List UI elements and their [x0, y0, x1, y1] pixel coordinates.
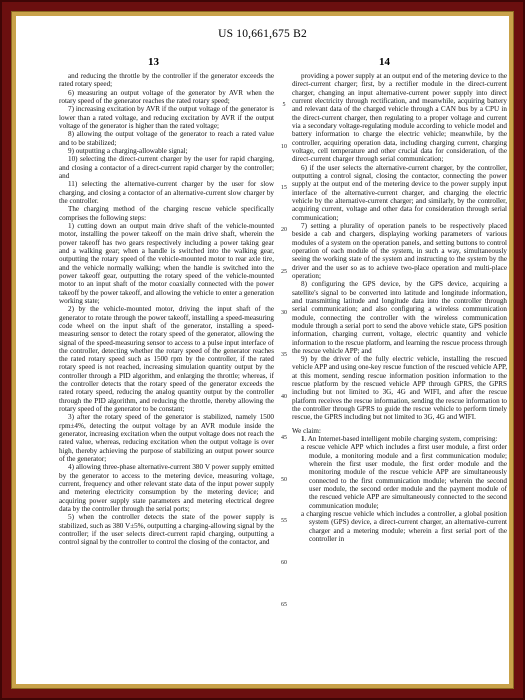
- right-text-column: [292, 72, 507, 684]
- paragraph: 7) setting a plurality of operation panels to be respectively placed beside a cab and chargers, displaying working parameters of various modules of a system on the operation panels, and setting buttons to control operation of each module of the system, in such a way, simultaneously seeing the working state of the system and instructing to the system by the driver and the user so as to achieve two-place operation and multi-place operation;: [292, 221, 507, 280]
- line-number: 60: [281, 560, 287, 567]
- line-number: 65: [281, 601, 287, 608]
- right-paragraphs: [292, 72, 507, 422]
- paragraph: a charging rescue vehicle which includes a controller, a global position system (GPS) device, a direct-current charger, an alternative-current charger and a metering module; wherein a first serial port of the controller in: [301, 510, 507, 544]
- right-column-number: 14: [379, 56, 390, 68]
- paragraph: 10) selecting the direct-current charger by the user for rapid charging, and closing a contactor of a direct-current rapid charger by the controller; and: [59, 155, 274, 180]
- line-number: 15: [281, 185, 287, 192]
- line-number: 5: [282, 101, 286, 108]
- paragraph: 6) measuring an output voltage of the generator by AVR when the rotary speed of the generator reaches the rated rotary speed;: [59, 88, 274, 105]
- line-number: 25: [281, 268, 287, 275]
- patent-page: [16, 16, 509, 684]
- line-number: 40: [281, 393, 287, 400]
- left-text-column: [59, 72, 274, 684]
- paragraph: and reducing the throttle by the controller if the generator exceeds the rated rotary speed;: [59, 72, 274, 89]
- paragraph: providing a power supply at an output end of the metering device to the direct-current charger; first, by a rectifier module in the direct-current charger, changing an input alternative-current power supply into direct current electricity through rectification, and meanwhile, acquiring battery and relevant data of the charged vehicle through a CAN bus by a CPU in the direct-current charger, then regulating to a proper voltage and current via a secondary voltage-regulating module according to vehicle model and battery information to charge the electric vehicle; meanwhile, by the controller, acquiring operation data, including charging current, charging voltage, cell temperature and other crucial data for consideration, of the direct-current charger through serial communication;: [292, 72, 507, 164]
- paragraph: a rescue vehicle APP which includes a first user module, a first order module, a monitoring module and a first communication module; wherein the first user module, the first order module and the monitoring module of the rescue vehicle APP are simultaneously connected to the first communication module; wherein the second user module, the second order module and the payment module of the rescued vehicle APP are simultaneously connected to the second communication module;: [301, 443, 507, 510]
- paragraph: 8) allowing the output voltage of the generator to reach a rated value and to be stabilized;: [59, 130, 274, 147]
- paragraph: 4) allowing three-phase alternative-current 380 V power supply emitted by the generator to access to the metering device, measuring voltage, current, frequency and other relevant state data of the input power supply and metering electricity consumption by the metering device; and acquiring power supply state parameters and metering electrical degree data by the controller through the serial ports;: [59, 463, 274, 514]
- paragraph: 3) after the rotary speed of the generator is stabilized, namely 1500 rpm±4%, detecting the output voltage by an AVR module inside the generator, increasing excitation when the output voltage does not reach the rated value, whereas, reducing excitation when the output voltage is over high, thereby achieving the purpose of stabilizing an output power source of the generator;: [59, 413, 274, 464]
- patent-number-header: US 10,661,675 B2: [218, 28, 307, 40]
- line-number: 20: [281, 226, 287, 233]
- claims-heading: We claim:: [292, 426, 321, 435]
- claim-1: [292, 435, 507, 443]
- paragraph: 9) by the driver of the fully electric vehicle, installing the rescued vehicle APP and using one-key rescue function of the rescued vehicle APP, at this moment, sending rescue information position information to the rescue platform by the rescued vehicle APP through GPRS, the GPRS including but not limited to 3G, 4G and WIFI, and after the rescue platform receives the rescue information, sending the rescue information to the controller through GPRS to guide the rescue vehicle to perform timely rescue, the GPRS including but not limited to 3G, 4G and WIFI.: [292, 355, 507, 422]
- line-number: 55: [281, 518, 287, 525]
- line-number: 50: [281, 476, 287, 483]
- line-number: 30: [281, 310, 287, 317]
- paragraph: 7) increasing excitation by AVR if the output voltage of the generator is lower than a rated voltage, and reducing excitation by AVR if the output voltage of the generator is higher than the rated voltage;: [59, 105, 274, 130]
- claim-1-preamble: . An Internet-based intelligent mobile charging system, comprising:: [304, 435, 498, 444]
- paragraph: 9) outputting a charging-allowable signal;: [68, 146, 188, 155]
- paragraph: 2) by the vehicle-mounted motor, driving the input shaft of the generator to rotate through the power takeoff, installing a speed-measuring code wheel on the input shaft of the generator, installing a speed-measuring sensor to detect the rotary speed of the generator, allowing the signal of the speed-measuring sensor to access to a pulse input interface of the controller, detecting whether the rotary speed of the generator reaches the rated rotary speed such as 1500 rpm by the controller, if the rated rotary speed is not reached, increasing simulation quantity output by the controller through a PID algorithm, and enlarging the throttle; whereas, if the controller detects that the rotary speed of the generator exceeds the rated rotary speed, reducing the analog quantity output by the controller through the PID algorithm, and reducing the throttle, thereby allowing the rotary speed of the generator to be constant;: [59, 305, 274, 414]
- paragraph: 5) when the controller detects the state of the power supply is stabilized, such as 380 V±5%, outputting a charging-allowing signal by the controller; if the user selects direct-current rapid charging, outputting a control signal by the controller to control the closing of the contactor, and: [59, 513, 274, 547]
- line-number: 45: [281, 435, 287, 442]
- claim-1-number: 1: [301, 435, 305, 444]
- paragraph: 11) selecting the alternative-current charger by the user for slow charging, and closing a contactor of an alternative-current slow charger by the controller.: [59, 180, 274, 205]
- line-number: 10: [281, 143, 287, 150]
- line-number: 35: [281, 351, 287, 358]
- left-column-number: 13: [148, 56, 159, 68]
- paragraph: 6) if the user selects the alternative-current charger, by the controller, outputting a control signal, closing the contactor, connecting the power supply at the output end of the metering device to the power supply input interface of the alternative-current charger, and charging the electric vehicle by the alternative-current charger; and similarly, by the controller, acquiring current, voltage and other data for consideration through serial communication;: [292, 163, 507, 222]
- paragraph: 8) configuring the GPS device, by the GPS device, acquiring a satellite's signal to be converted into latitude and longitude information, and transmitting latitude and longitude data into the controller through serial communication; and also configuring a wireless communication module, connecting the controller with the wireless communication module through a serial port to send the above vehicle state, GPS position information, charging current, voltage, electric quantity and vehicle information to the rescue platform, and learning the rescue process through the rescue vehicle APP; and: [292, 280, 507, 355]
- paragraph: The charging method of the charging rescue vehicle specifically comprises the following steps:: [59, 205, 274, 222]
- claim-1-elements: [292, 443, 507, 543]
- paragraph: 1) cutting down an output main drive shaft of the vehicle-mounted motor, installing the power takeoff on the main drive shaft, wherein the power takeoff has two gears respectively including a power taking gear and a walking gear; when a handle is switched into the walking gear, outputting the rotary speed of the vehicle-mounted motor to rear axle tire, and the vehicle normally walking; when the handle is switched into the power takeoff gear, outputting the rotary speed of the vehicle-mounted motor to an input shaft of the motor coaxially connected with the power takeoff by the power takeoff, and allowing the vehicle to enter a generation working state;: [59, 221, 274, 305]
